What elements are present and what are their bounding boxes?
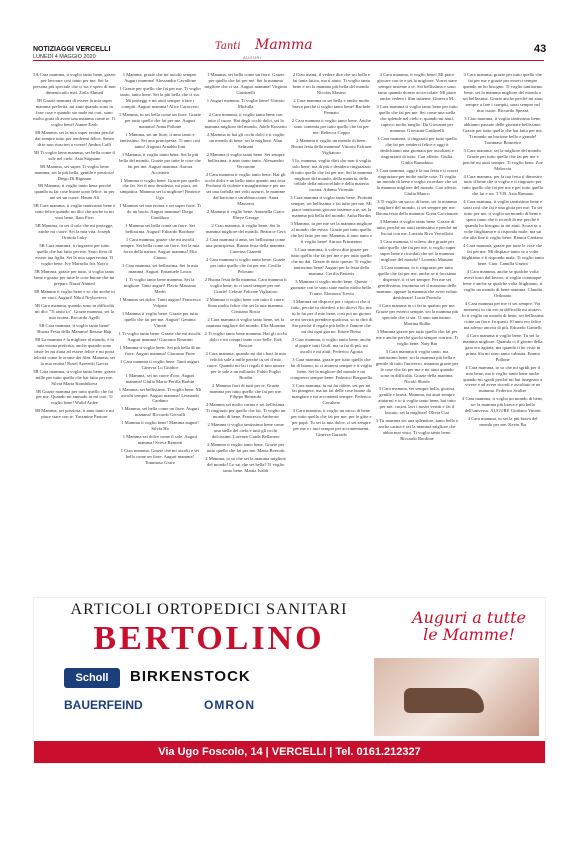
ad-tagline: ARTICOLI ORTOPEDICI SANITARI <box>70 601 348 618</box>
message: 3 Cara mamma ti voglio tanto bene per tutto quello che fai per me. Sei come una stella che splende nel cielo e, quando mi aiuti, capisco molto meglio. Da Giovanni per mamma. Giovanni Guidarelli <box>376 103 458 133</box>
message: 2 Mamma sei molto carina e sei bellissima. Ti ringrazio per quello che fai. Ti voglio un mondo di bene. Francesca Ambrose <box>205 402 286 420</box>
message: 3 Cara mamma, ti volevo dire grazie per tutto quello che fai per me e per tutto quello che mi dai. Grazie di tutto questo. Ti voglio tantissimo bene! Auguri per la festa della mamma. Cecilia Pasteris <box>290 247 372 277</box>
messages-columns <box>33 72 544 594</box>
message: 3 Tu mamma sei una splendore, tanto bella e anche carina e sei la mamma migliore che abbia mai visto. Ti voglio tanto bene. Riccardo Bordone <box>376 418 459 442</box>
message: 5A Cara mamma, ti voglio tanto bene, grazie per lavorare così tanto per me. Sei la persona più speciale che ci sia e spero di non dimenticarlo mai. Zaila Ahmed <box>33 72 116 95</box>
message: 1 Cara mamma ti voglio bene. Tanti auguri. Ginevra Lo Giudice <box>119 358 201 370</box>
message: 5B Grazie mamma per tutto quello che fai per me. Quando mi ammalo tu mi curi. Ti voglio bene! Walid Ardee <box>35 388 114 406</box>
message: 1 Ti voglio tanto bene mamma. Sei la migliore. Tanti auguri! Flavio Massimo Medri <box>123 277 197 294</box>
message: 1 Mamma sei una eroina e sei super forte. Ti do un bacio. Auguri mamma! Diego Candiloro <box>119 203 201 221</box>
message: 3 Cara mamma, io ti ringrazio per tutto quello che fai per me, anche se ti facciamo disperare, ti ci sei sempre. Per me sei gentilissima, insomma sei il massimo delle mamme, oppure la mamma che avrei voluto desiderare! Lucia Pozzolo <box>376 265 458 300</box>
ad-brand: BERTOLINO <box>93 620 325 657</box>
message: 1 Mamma ti voglio bene. Grazie per tutto quello che fai per me. Auguri! Gemma Vinotti <box>121 310 199 328</box>
tanti-auguri-mamma-logo <box>215 33 325 67</box>
message: 1 Mamma, sei un fiore, ti amo tanto e tantissimo. Sei una principessa. Ti amo così tanto! Augusti Arnaldo Ioni <box>119 131 201 149</box>
logo-word-right: Mamma <box>255 37 313 53</box>
message: 5B Mamma ti voglio bene e so che anche tu ne vuoi. Auguri! Nikol Nrybovievs <box>33 288 115 300</box>
message: 3 Ciao mamma, ti voglio tantissimo bene, abbiamo passato delle giornate bellissime. Grazie per tutto quello che hai fatto per me. Ti mando un bacione bello e grande! Tommaso Boarreiro <box>462 115 543 145</box>
message: 2 Mamma ti voglio tantissimo bene come una stella del cielo e tutti gli occhi dolcissimi. Lorenzo Garda Bellanero <box>207 422 284 440</box>
birkenstock-logo: BIRKENSTOCK <box>130 668 251 685</box>
message: 1 Mamma, sei un cuore d'oro. Auguri mamma! Giulio Mario Perilla Barbin <box>125 372 195 384</box>
message: 2 Mamma ti voglio bene. Antonella Grace Ebeye George <box>206 209 285 221</box>
message: 5B Cara mamma, quando sono in difficoltà mi dici "Ti aiuto io". Grazie mamma, sei la mia eroina. Riccardo Agelli <box>34 302 115 320</box>
message: 5B Mamma, grazie per tutto, ti voglio tanto bene e grazie per tutte le cose buone che mi prepari. Nazaf Ahmed <box>34 269 115 286</box>
message: 3 Io, mamma, voglio dirti che non ti voglio solo bene, ma di più e desidero ringraziarti di tutto quello che fai per me. Sei la mamma migliore del mondo, della materia, delle cellule della microcellule e della materia oscura. Adamo Vicentin <box>290 157 373 193</box>
message: 3 Cara mamma, grazie per tutto quello che fai per me e grazie per esserci sempre quando ne ho bisogno. Ti voglio tantissimo bene, sei la mamma migliore del mondo e sei bellissima. Grazie anche perché mi aiuti sempre a fare i compiti, sarai sempre nel mio cuore. Riccardo Spezza <box>462 72 543 113</box>
message: 1 Ciao mamma. Grazie che mi ascolti e sei bella come un fiore. Auguri mamma! Tommaso Grace <box>120 448 200 466</box>
ad-address-bar: Via Ugo Foscolo, 14 | VERCELLI | Tel. 0161.212327 <box>34 741 545 763</box>
message: 1 Mamma sei bella come un fiore. Sei bellissima. Auguri! Edoardo Bordone <box>125 223 195 235</box>
message: 4 Cara mamma, grazie per tutte le cose che fai per me. Mi dispiace tanto se a volte litighiamo e ti rispondo male. Ti voglio tanto bene. Ciao. Camilla Unzini <box>461 243 544 267</box>
message: 2 Buona festa della mamma. Cara mamma ti voglio bene, tu ci sarai sempre per me. Grazie! Celeste Falcone Vigliatoro <box>204 277 287 294</box>
message: 3 Mamma grazie per tutto quello che fai per me e anche perché giochi sempre con me. Ti voglio bene. Naty Rin <box>376 328 458 346</box>
scholl-logo: Scholl <box>64 668 120 688</box>
message: 2 Cara mamma ti voglio tanto bene. Hai gli occhi dolci e un bello tanto quanto una rosa. Profumi di violette e margheritine e per me sei una farfalla nei volti azzurri, le mamme dal bacione e un abbraccione. Anna Masserra <box>205 171 287 207</box>
message: 4 Cara mamma, tu sei la più brava del mondo per me. Kevin Bu <box>467 416 538 428</box>
message: 5B Mamma, ti voglio tanto bene perché quando tu fai cose buone sono felice, tu per me sei un cuore. Hasan Ali <box>34 183 115 201</box>
message: 2 Cara mamma ti amo, sei bellissima come una principessa. Buona festa della mamma. Caterina Gianetti <box>205 237 286 255</box>
logo-subtitle: AUGURI <box>243 55 262 60</box>
message: 5B Cara mamma, ti ringrazio per tutto quello che hai fatto per me. Sono fiera di essere tua figlia. Sei la mia supereroina. Ti voglio bene. Ivy Marselia Iris Nayra <box>35 243 114 267</box>
message: 4 Cara mamma, ti voglio tantissimo bene e sarai così che fai è una gioia per me. Tu sei tutto per me, ti voglio un mondo di bene e spero tanto che ti ricordi di me perché è quando ho bisogno tu mi aiuti. Scusa se a volte litighiamo e ti rispondo male, ma sai che alla fine ti voglio bene. Bianca Cardano <box>462 199 543 241</box>
message: 4 Cara mamma per me ci sei sempre. Voi momenti in cui ero in difficoltà mi aiutavi. Io ti voglio un mondo di bene, sei bellissima come un fiore. In questi 10 anni ero felice ma adesso ancora di più. Edoardo Gamelli <box>461 300 544 330</box>
message: 3 Cara mamma, tu mi fai ridere, sei per mi fai piangere, ma mi fai delle cose buone da mangiare e mi accontenti sempre. Federico Cavaliere <box>291 382 371 406</box>
message: 2 Ti voglio tanto bene mamma. Hai gli occhi dolci e mi compri tante cose belle. Erik Boscoe <box>204 330 287 348</box>
message: 4 Cara mamma, io so che mi sgridi per il mio bene, ma ti voglio tanto bene anche quando mi sgridi perché mi hai insegnato a vivere e ad avere ricordi e ascoltato te ne mamma. Federico Scalise <box>463 364 543 394</box>
omron-logo: OMRON <box>204 698 255 712</box>
message: 2 Cara mamma ti voglio tanto bene, sei la mamma migliore del mondo. Elia Moarina <box>206 316 285 328</box>
message: 3 Cara mamma, ti voglio bene! Mi piace giocare con te e sei la migliore. Vorrei stare sempre insieme a te. Sei bellissima e sono tanto quando dormo accoccolate. Mi piace anche vedere i film insieme. Ginevra M. <box>377 72 457 101</box>
message: 1 Auguri mamma. Ti voglio bene! Vittorio Michilla <box>206 97 285 109</box>
message: 3 Ti voglio un sacco di bene, sei la mamma migliore del mondo, ci sei sempre per me. Buona festa della mamma. Greta Caccianore <box>375 199 459 217</box>
message: 1 Mamma ti voglio bene! Mamma auguri! Silvia Ha <box>121 420 199 432</box>
message: 3 Cara mamma, grazie per tutto quello che fai di buono, tu ci aiuterai sempre e ti voglio bene. Sei la migliore del mondo e mi comprerei sempre bene. Federico Borgarello <box>290 356 373 380</box>
header-publication <box>33 46 110 60</box>
message: 5B Cara mamma, ti voglio tanto bene! Buona Festa della Mamma! Rezaur Haji <box>37 322 112 334</box>
ad-auguri: Auguri a tutte le Mamme! <box>412 608 526 644</box>
message: 4 Cara mamma, per la tua festa ti dimostro tutto il bene che ti voglio e ti ringrazio per tutto quello che fai per me e per tutto quello che fai e tra. T.V.B. Asia Romano <box>462 173 544 197</box>
message: 1 Mamma, sei bella come un fiore. Auguri mamma! Riccardo Gervalli <box>121 406 199 418</box>
message: 1 Mamma, tu sei bella come un fiore. Grazie per tutto quello che fai per me. Auguri mamma! Anna Pollone <box>118 111 202 129</box>
advertisement <box>33 597 546 764</box>
message: 2 Mamma tu hai gli occhi dolci e ti voglio un mondo di bene, sei la migliore. Alan Selmani <box>206 131 285 149</box>
message: 3 Ciao mamma, ti voglio tanto bene, anche al papà e tutti Giuli, ma tu fai di più. mi ascolti e mi aiuti. Federico Agosta <box>291 336 371 354</box>
message: 3 Cara mamma, sei sempre bella, gioiosa, gentile e brava. Mamma, mi aiuti sempre aiutarmi e io ti voglio tanto bene, hai tutto per me: cucini, lavi i nostri vestiti e fai il bucato, sei la migliore! Olivia Ciai <box>378 386 456 416</box>
message: 2 Cara mamma, ti voglio tanto bene con tutto il cuore. Hai degli occhi dolci, sei la mamma migliore del mondo. Adele Rossetto <box>204 111 287 129</box>
bauerfeind-logo: BAUERFEIND <box>64 698 143 712</box>
message: 3 Cara mamma tu ci fai in quattro per me. Grazie per esserci sempre, sei la mamma più speciale che ci sia. Ti amo tantissimo. Martina Rolbo <box>375 302 459 326</box>
message: 5B Mamma, sei super. Ti voglio bene mamma, sei la più bella, gentile e preziosa! Diego Di Rignano <box>34 163 115 181</box>
message: 5B Cara mamma, ti voglio tantissimo bene e sono felice quando mi dici che anche tu mi vuoi bene. Ilam Fieri <box>33 203 116 221</box>
message: 3 Cara mamma, ti volevo dire grazie per tutto quello che fai per me, ti voglio super super bene e ricordati che sei la mamma migliore del mondo!! Lorenzo Maiuine <box>378 239 456 263</box>
message: 1 Mamma, sei bellissima. Ti voglio bene. Mi ascolti sempre. Auguri mamma! Leonardo Cardano <box>118 386 202 404</box>
column-2 <box>119 72 202 594</box>
message: 3 Cara mamma, ti ringrazio per tutto quello che fai per renderci felice e oggi ti dedichiamo una giornata per ascoltarti e ringraziarti di tutto. Con affetto. Giulia. Giulia Barnabino <box>377 135 457 165</box>
publication-name: NOTIZIAGGI VERCELLI <box>33 46 111 53</box>
message: 3 Cara mamma ti voglio tanto, ma tantissimo bene, sei la mamma più bella e gentile di tutto l'universo. mamma grazie per le cose che fai per me e mi aiuti quando sono in difficoltà. Grazie della mamma. Nicolò Sbrulo <box>375 348 459 384</box>
message: 2 Mamma ti voglio tanto bene. Sei sempre bellissima, ti amo tanto tanto. Alessandro Vercarone <box>206 151 285 169</box>
message: 1 Mamma sei dolce come il sole. Auguri mamma! Sveva Bernetti <box>122 434 198 446</box>
ad-brand-logos <box>64 668 364 718</box>
message: 1 Mamma, sei bella come un fiore. Grazie per quello che fai per me. Sei la mamma migliore che ci sia. Auguri mamma! Virginia Guidarelli <box>204 72 287 95</box>
message: 4 Cara mamma ti voglio bene. Tu sei la mamma migliore. Quando ci il giorno della gara ero agitata, ma quando ti ho visto in prima fila mi sono tanto calmata. Emma Pollone <box>462 332 543 362</box>
message: 1 Mamma ti voglio bene. Sei più bella di un fiore. Auguri mamma! Giacomo Fiore <box>119 344 201 356</box>
column-4 <box>290 72 373 594</box>
message: 3 Cara mamma, sei la migliore del mondo. Grazie per tutto quello che fai per me e perché mi aiuti sempre. Ti voglio bene. Zoe Melaccia <box>462 147 543 171</box>
message: 3 Cara mamma, oggi è la tua festa e ti vorrei ringraziare per molte molte cose. Ti voglio un mondo di bene e voglio ricordare che sei la mamma migliore del mondo. Con affetto. Giulia Manco <box>376 167 458 197</box>
message: 5B La mamma è la migliore al mondo, è la mia eroina preferita, anche quando sono triste lei mi aiuta ad essere felice e mi porta felicità come le eroine dei film. Mamma, sei la mia eroina! Rosel Azevedo Garcia <box>33 336 116 366</box>
message: 5B Mamma, sei preziosa, ti amo tanto e mi piace stare con te. Yassmine Pastore <box>34 408 114 420</box>
message: 3 Mamma ti voglio tanto bene. Grazie di tutto, perché mi aiuti tantissimo e perché mi lisciui con me. Lavinia Riva Vercellotti <box>376 219 458 237</box>
message: 1 Ti voglio tanto bene. Grazie che mi ascolti. Auguri mamma! Giacomo Rosmini <box>118 330 202 342</box>
message: 5B Ti voglio bene mamma, sei bella come il sole nel cielo. Asia Stignano <box>33 149 115 161</box>
logo-word-left: Tanti <box>215 41 241 52</box>
message: 2 Cara mamma tu sei bella e anche molto brava perché ti voglio tanto bene! Rachele Pennato <box>292 97 371 115</box>
message: 5B Mamma, tu sei il sole che mi protegge, anche mi cuore. Sei la mia vita. Joseph Orinola Luky <box>35 223 114 241</box>
column-1 <box>33 72 116 594</box>
message: 2 Mamma fiori di tutti per te. Grazie mamma per tutto quello che fai per me. Filippo Bernardo <box>209 382 282 400</box>
column-6 <box>461 72 544 594</box>
message: 5B Grazie mamma di essere la mia super mamma preferita, mi aiuti quando sono in fase cose e quando sto male mi curi, sono molto grata di avere una mamma come te. Ti voglio bene! Aimee Ezeh <box>33 97 116 127</box>
message: 1 Cara mamma, grazie che mi ascolti sempre. Sei bella come un fiore. Sei la mia forza della natura. Auguri mamma! Elia Caruso <box>120 237 200 261</box>
message: 1 Mamma, ti voglio tanto bene. Sei la più bella del mondo. Grazie per tutte le cose che fai per me. Auguri mamma. Aurora Accettura <box>119 151 201 175</box>
message: 3 Mamma, tu per me sei la mamma migliore al mondo che esista. Grazie per tutto quello che hai fatto per me. Mamma, ti amo tanto e ti voglio bene! Aurora Primerano <box>290 221 373 245</box>
message: 2 Cara mamma ti voglio tanto bene, Anche sono contenta per tutto quello che fai per me. Rebecca Coppo <box>291 117 371 135</box>
header-divider <box>33 60 544 61</box>
message: 2 Mamma, io so che sei la mamma migliore del mondo! Lo sai che sei bella? Ti voglio tanto bene. Mattia Ivaldi <box>205 456 287 474</box>
shoe-image <box>404 688 484 713</box>
message: 2 Cara mamma ti voglio tanto bene. Grazie per tutto quello che fai per me. Cecilia Pelosino <box>206 257 286 275</box>
message: 2 Mamma ti voglio un mondo di bene. Buona festa della mamma! Vittorio Falcone Vigliatoro <box>291 137 372 155</box>
message: 5B Cara mamma, ti voglio tanto bene, grazie mille per tutto quello che hai fatto per me. Silvia Maria Kaushikova <box>33 368 116 386</box>
message: 3 Mamma mi disprace per i capricci che ti fatto, perché tu chiedevi e ho dicevi No, ma tu lo fai per il mio bene, così poi un giorno se mi servirà prendere qualcosa, so io dirò di Sto perché il regalo più bello è l'amore che mi dai ogni giorno. Ettore Bosso <box>290 298 373 334</box>
message: 2 Mamma ti voglio tanto bene. Grazie per tutto quello che fai per me. Maria Boerotti <box>206 442 285 454</box>
message: 5B Mamma, sei la mia super eroina perché dai sempre tutto per rendermi felice. Senza di te non riuscirei a vivere! Ambra Caffi <box>34 129 114 147</box>
column-5 <box>376 72 459 594</box>
message: 3 Mamma ti voglio molto bene. Queste giornate con te sono state molto molto belle. Ti amo. Eleonora Treviu <box>290 279 373 296</box>
message: 1 Mamma, grazie che mi ascolti sempre. Auguri mamma! Alessandro Cavallone <box>122 72 198 83</box>
message: 2 Ciao mamma, ti voglio bene. Sei la mamma migliore del mondo. Beatrice Gera <box>205 223 286 235</box>
message: 2 Cara mamma, quando mi dai i baci la mia felicità sale a mille perché tu sei il mio cuore. Quando mi fai i regali il mio umore per te sale a un miliardo. Fabio Foglio Bordin <box>205 350 286 380</box>
message: 4 Cara mamma, ti voglio un mondo di bene, sei la mamma più brava e più bella dell'universo. AUGURI! Giuliano Vinotti <box>462 396 544 414</box>
message: 2 Ciao mami, il vedere dire che sei bella e fai tanta fatica, ma ti aiuto. Ti voglio tanto bene e sei la mamma più bella del mondo. Nicolas Masino <box>292 72 371 95</box>
message: 2 Mamma ti voglio bene con tutto il cuore. Sono molto felice che sei la mia mamma. Cristiano Rosio <box>206 296 286 314</box>
publication-date: LUNEDÌ 4 MAGGIO 2020 <box>33 54 96 61</box>
message: 3 Cara mamma ti voglio tanto bene. Profumi sempre, sei bellissima e fai tutto per me. Mi piace tantissimo giocare insieme a te, sei la mamma più bella del mondo. Anita Bordin <box>290 195 373 219</box>
ad-photo <box>374 658 539 736</box>
message: 3 Cara mamma, ti voglio un sacco di bene per tutto quello che fai per me, per le gitte e per papà. Tu sei la mia dolce, ci sei sempre per me e i tuoi sempre per accontentarmi. Ginevra Gurrado <box>291 408 372 438</box>
message: 1 Mamma sei dolce. Tanti auguri! Francesco Volpato <box>119 296 201 308</box>
message: 1 Grazie per quello che fai per me. Ti voglio tanto, tanto bene. Sei la più bella che ci sia. Mi proteggi e mi aiuti sempre a fare i compiti. Auguri mamma! Alice Caraccero <box>119 85 201 109</box>
column-3 <box>204 72 287 594</box>
page-number: 43 <box>534 43 547 55</box>
message: 4 Cara mamma, anche se qualche volta avevi torto dal lavoro, ti voglio comunque bene e anche se qualche volta litighiamo, ti voglio un mondo di bene mamma. Claudia Ordonato <box>463 269 543 298</box>
message: 1 Mamma ti voglio bene. Grazie per quello che fai. Sei il mio desiderio, mi piaci, sei simpatica. Mamma sei la migliore! Beatrice Ugo <box>119 177 201 201</box>
message: 1 Ciao mamma, sei bellissima. Sei la mia mamma. Auguri. Emanuele Loscu <box>122 263 198 275</box>
